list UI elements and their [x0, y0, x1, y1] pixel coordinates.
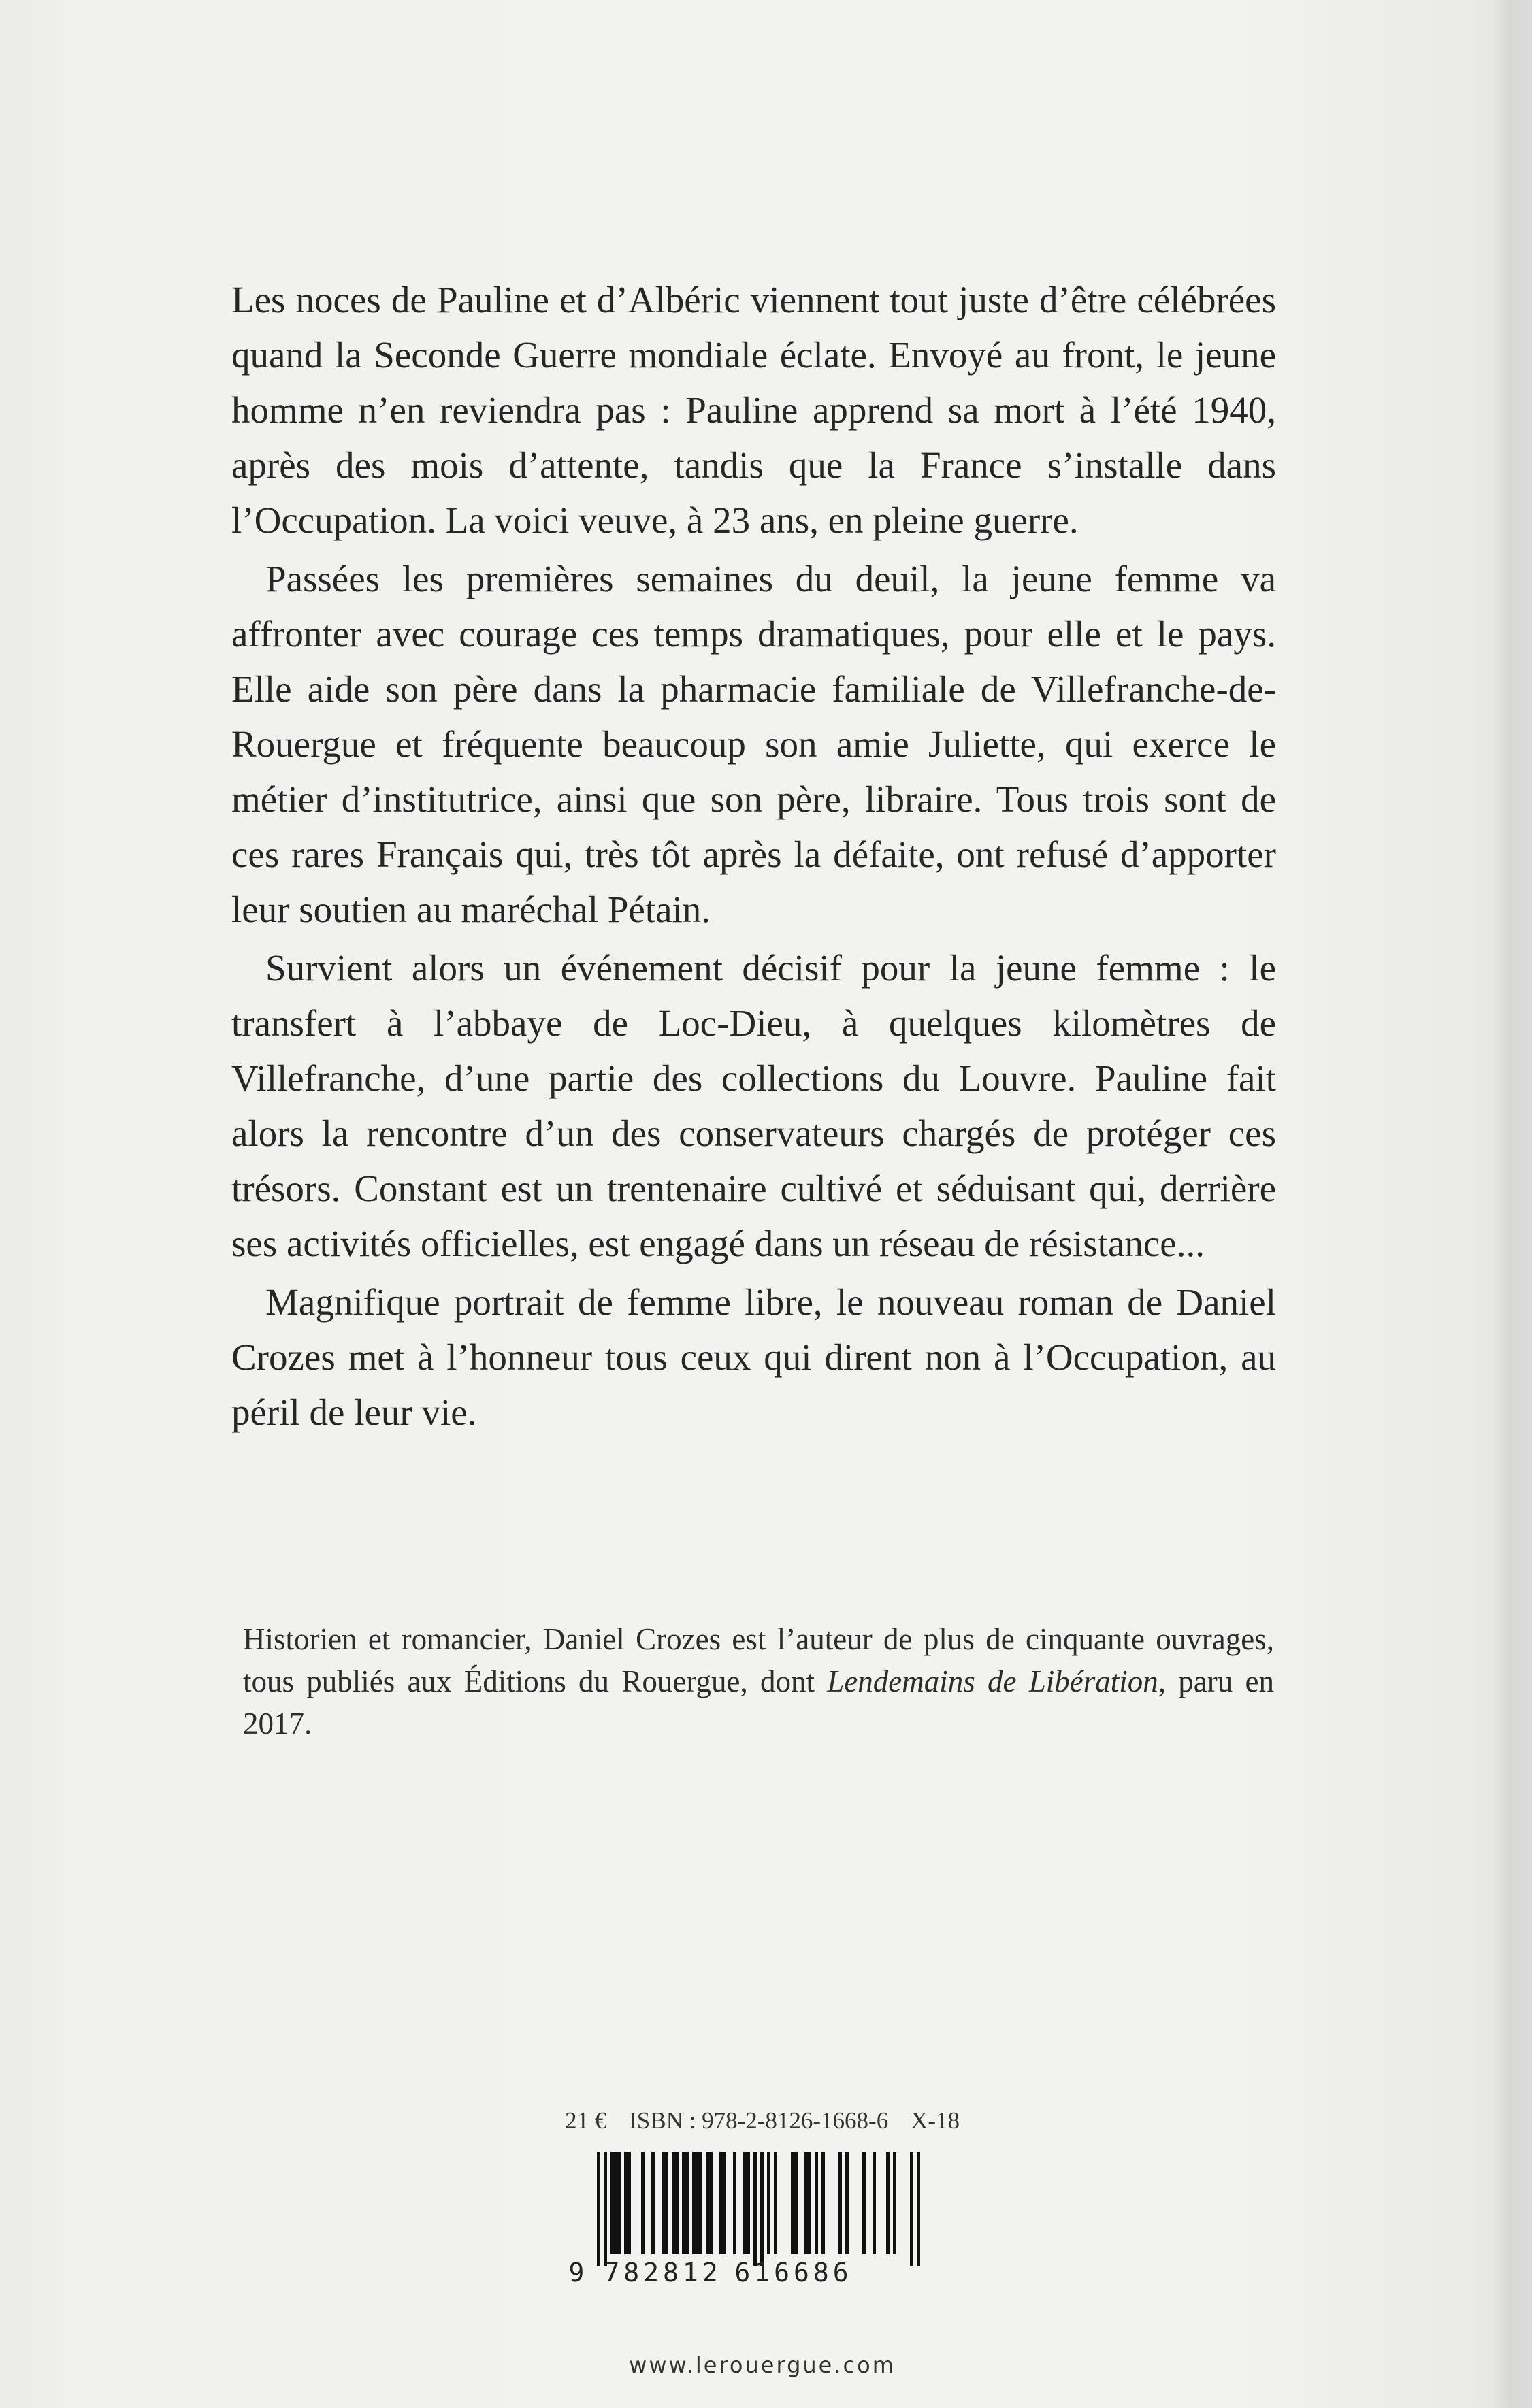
- barcode-bar: [699, 2152, 702, 2254]
- barcode-bar: [672, 2152, 675, 2254]
- barcode-bar: [791, 2152, 794, 2254]
- barcode-bar: [641, 2152, 645, 2254]
- barcode-bar: [873, 2152, 876, 2254]
- barcode-bar: [709, 2152, 713, 2254]
- barcode-bar: [733, 2152, 736, 2254]
- barcode-bar: [617, 2152, 621, 2254]
- barcode-first-digit: 9: [568, 2258, 585, 2288]
- barcode-bar: [624, 2152, 628, 2254]
- barcode-bar: [815, 2152, 818, 2254]
- price: 21 €: [565, 2107, 607, 2134]
- barcode-bar: [665, 2152, 668, 2254]
- barcode-bar: [610, 2152, 614, 2254]
- barcode-bar: [706, 2152, 709, 2254]
- barcode-bar: [804, 2152, 808, 2254]
- publisher-website: www.lerouergue.com: [629, 2352, 896, 2378]
- author-bio: [243, 1618, 1274, 1745]
- barcode-bar: [821, 2152, 825, 2254]
- barcode: [558, 2152, 966, 2288]
- catalog-code: X-18: [911, 2107, 960, 2134]
- barcode-bar: [838, 2152, 842, 2254]
- barcode-bar: [719, 2152, 723, 2254]
- blurb-paragraph-2: Passées les premières semaines du deuil, la jeune femme va affronter avec courage ces temps dramatiques, pour elle et le pays. Elle aide son père dans la pharmacie familiale de Villefranche-de-Rouergue et fréquente beaucoup son amie Juliette, qui exerce le métier d’institutrice, ainsi que son père, libraire. Tous trois sont de ces rares Français qui, très tôt après la défaite, ont refusé d’apporter leur soutien au maréchal Pétain.: [231, 558, 1276, 930]
- barcode-bar: [662, 2152, 665, 2254]
- barcode-bar: [743, 2152, 747, 2254]
- barcode-bar: [696, 2152, 699, 2254]
- barcode-bars: [597, 2152, 920, 2266]
- barcode-bar: [910, 2152, 913, 2266]
- barcode-bar: [862, 2152, 866, 2254]
- barcode-bar: [893, 2152, 896, 2254]
- barcode-left-digits: 782812: [604, 2258, 722, 2288]
- barcode-bar: [774, 2152, 777, 2254]
- blurb-paragraph-3: Survient alors un événement décisif pour la jeune femme : le transfert à l’abbaye de Loc-Dieu, à quelques kilomètres de Villefranche, d’une partie des collections du Louvre. Pauline fait alors la rencontre d’un des conservateurs chargés de protéger ces trésors. Constant est un trentenaire cultivé et séduisant qui, derrière ses activités officielles, est engagé dans un réseau de résistance...: [231, 947, 1276, 1264]
- barcode-bar: [675, 2152, 679, 2254]
- price-isbn-line: [565, 2107, 960, 2134]
- barcode-bar: [760, 2152, 764, 2266]
- barcode-bar: [628, 2152, 631, 2254]
- barcode-bar: [682, 2152, 685, 2254]
- barcode-bar: [845, 2152, 849, 2254]
- barcode-bar: [604, 2152, 607, 2266]
- barcode-bar: [767, 2152, 770, 2254]
- book-title: Lendemains de Libération: [827, 1664, 1158, 1698]
- blurb: [231, 272, 1276, 1443]
- blurb-paragraph-4: Magnifique portrait de femme libre, le nouveau roman de Daniel Crozes met à l’honneur tous ceux qui dirent non à l’Occupation, au péril de leur vie.: [231, 1281, 1276, 1433]
- isbn: ISBN : 978-2-8126-1668-6: [629, 2107, 889, 2134]
- barcode-right-digits: 616686: [734, 2258, 853, 2288]
- barcode-bar: [808, 2152, 811, 2254]
- barcode-bar: [723, 2152, 726, 2254]
- barcode-bar: [794, 2152, 798, 2254]
- barcode-bar: [692, 2152, 696, 2254]
- author-bio-tail: , paru en 2017.: [243, 1664, 1274, 1741]
- barcode-bar: [753, 2152, 757, 2266]
- barcode-bar: [685, 2152, 689, 2254]
- cover-edge-shadow: [1491, 0, 1532, 2408]
- barcode-bar: [597, 2152, 600, 2266]
- blurb-paragraph-1: Les noces de Pauline et d’Albéric viennent tout juste d’être célébrées quand la Seconde Guerre mondiale éclate. Envoyé au front, le jeune homme n’en reviendra pas : Pauline apprend sa mort à l’été 1940, après des mois d’attente, tandis que la France s’installe dans l’Occupation. La voici veuve, à 23 ans, en pleine guerre.: [231, 279, 1276, 541]
- barcode-bar: [651, 2152, 655, 2254]
- author-bio-text: [243, 1618, 1274, 1745]
- barcode-bar: [614, 2152, 617, 2254]
- barcode-bar: [917, 2152, 920, 2266]
- barcode-bar: [747, 2152, 750, 2254]
- author-bio-lead: Historien et romancier, Daniel Crozes est l’auteur de plus de cinquante ouvrages, tous publiés aux Éditions du Rouergue, dont: [243, 1622, 1274, 1698]
- barcode-bar: [886, 2152, 890, 2254]
